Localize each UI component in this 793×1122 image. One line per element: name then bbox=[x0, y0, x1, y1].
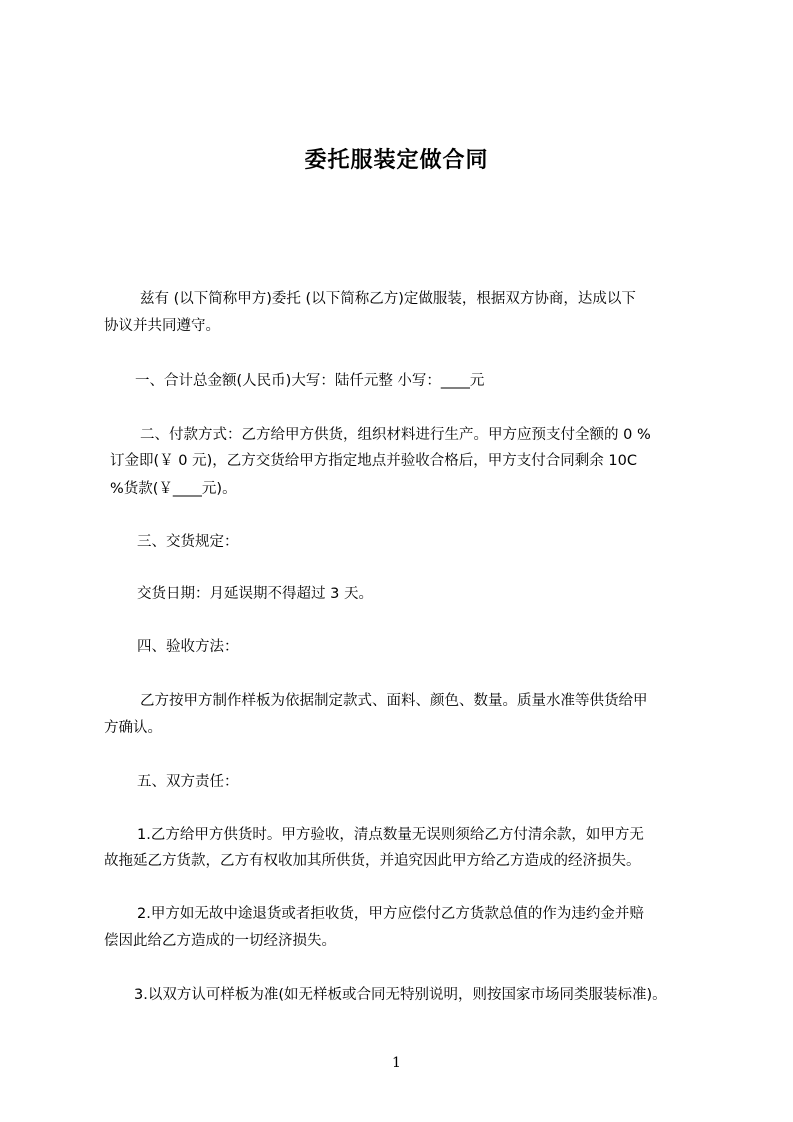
section-2-line-2: 订金即(￥ 0 元)，乙方交货给甲方指定地点并验收合格后，甲方支付合同剩余 10C bbox=[110, 453, 637, 469]
section-5-heading: 五、双方责任： bbox=[137, 774, 239, 790]
section-5-item-2-line-2: 偿因此给乙方造成的一切经济损失。 bbox=[104, 933, 336, 949]
section-2-line-3: %货款(￥____元)。 bbox=[110, 481, 237, 497]
section-5-item-3-line-1: 3.以双方认可样板为准(如无样板或合同无特别说明，则按国家市场同类服装标准)。 bbox=[134, 987, 667, 1003]
section-1-amount: 一、合计总金额(人民币)大写：陆仟元整 小写：____元 bbox=[135, 373, 485, 389]
intro-line-1: 兹有 (以下简称甲方)委托 (以下简称乙方)定做服装，根据双方协商，达成以下 bbox=[140, 291, 636, 307]
section-5-item-1-line-1: 1.乙方给甲方供货时。甲方验收，清点数量无误则须给乙方付清余款，如甲方无 bbox=[137, 827, 644, 843]
section-5-item-1-line-2: 故拖延乙方货款，乙方有权收加其所供货，并追究因此甲方给乙方造成的经济损失。 bbox=[104, 853, 641, 869]
document-title: 委托服装定做合同 bbox=[304, 148, 489, 173]
section-3-delivery-date: 交货日期：月延误期不得超过 3 天。 bbox=[137, 586, 373, 602]
section-4-line-2: 方确认。 bbox=[104, 720, 162, 736]
section-4-heading: 四、验收方法： bbox=[137, 639, 239, 655]
section-3-heading: 三、交货规定： bbox=[137, 534, 239, 550]
section-5-item-2-line-1: 2.甲方如无故中途退货或者拒收货，甲方应偿付乙方货款总值的作为违约金并赔 bbox=[137, 906, 644, 922]
section-2-line-1: 二、付款方式：乙方给甲方供货，组织材料进行生产。甲方应预支付全额的 0 % bbox=[140, 427, 651, 443]
intro-line-2: 协议并共同遵守。 bbox=[104, 318, 220, 334]
page-number: 1 bbox=[392, 1055, 401, 1071]
section-4-line-1: 乙方按甲方制作样板为依据制定款式、面料、颜色、数量。质量水准等供货给甲 bbox=[140, 693, 648, 709]
